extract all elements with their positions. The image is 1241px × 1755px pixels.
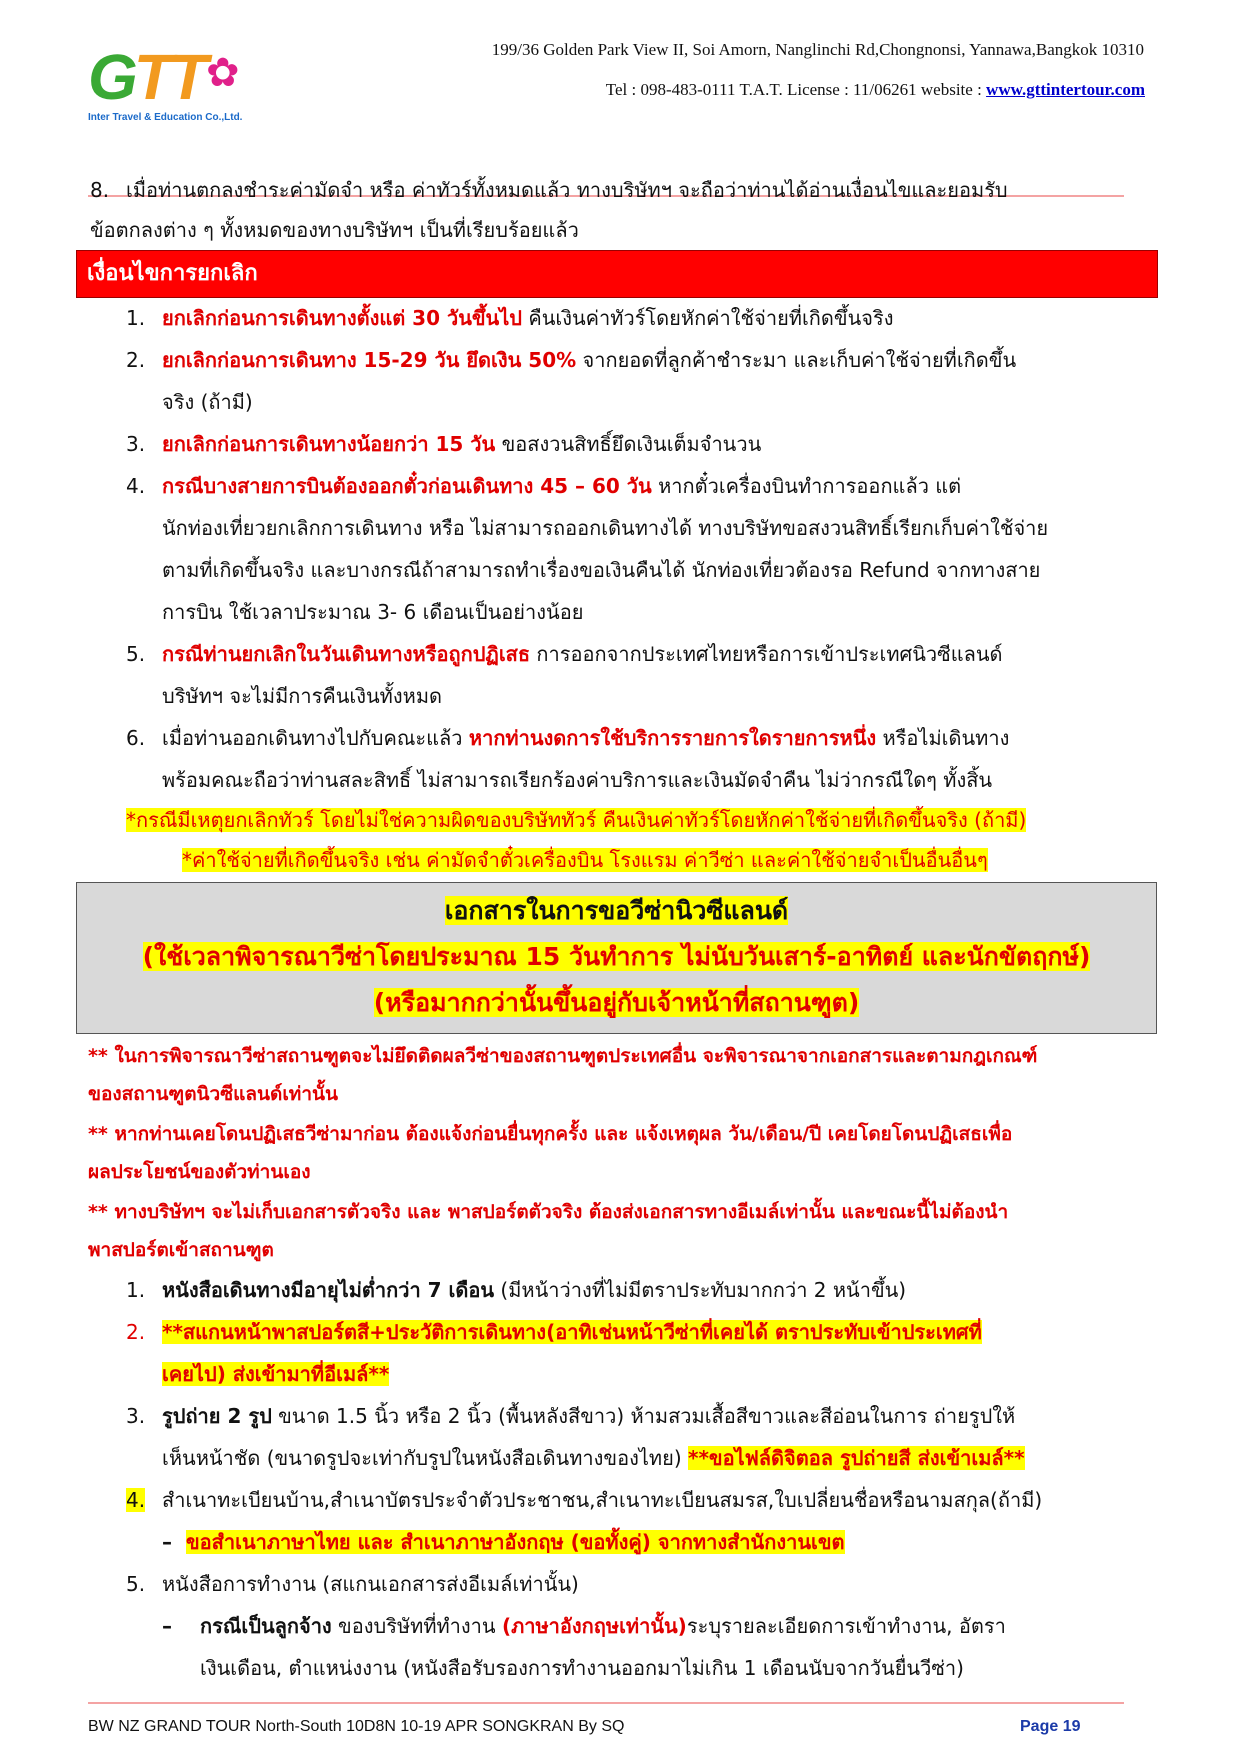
doc-2-line2: เคยไป) ส่งเข้ามาที่อีเมล์**	[162, 1362, 390, 1386]
cancel-item-2-number: 2.	[126, 348, 146, 372]
visa-documents-header	[76, 882, 1157, 1034]
item-8-line2: ข้อตกลงต่าง ๆ ทั้งหมดของทางบริษัทฯ เป็นที่เรียบร้อยแล้ว	[90, 218, 579, 242]
website-link[interactable]: www.gttintertour.com	[986, 80, 1145, 99]
doc-5-dash: –	[162, 1614, 172, 1638]
cancel-item-3-number: 3.	[126, 432, 146, 456]
company-address: 199/36 Golden Park View II, Soi Amorn, Nanglinchi Rd,Chongnonsi, Yannawa,Bangkok 10310	[491, 40, 1144, 59]
cancellation-header: เงื่อนไขการยกเลิก	[76, 250, 1158, 298]
company-logo: GTT ✿ Inter Travel & Education Co.,Ltd.	[88, 41, 243, 123]
cancel-item-4-line3: ตามที่เกิดขึ้นจริง และบางกรณีถ้าสามารถทำเรื่องขอเงินคืนได้ นักท่องเที่ยวต้องรอ Refund จากทางสาย	[162, 558, 1041, 582]
visa-note-2a: ** หากท่านเคยโดนปฏิเสธวีซ่ามาก่อน ต้องแจ้งก่อนยื่นทุกครั้ง และ แจ้งเหตุผล วัน/เดือน/ปี เคยโดยโดนปฏิเสธเพื่อ	[88, 1123, 1013, 1145]
cancel-item-5-line2: บริษัทฯ จะไม่มีการคืนเงินทั้งหมด	[162, 684, 442, 708]
doc-5-line1: หนังสือการทำงาน (สแกนเอกสารส่งอีเมล์เท่านั้น)	[162, 1572, 579, 1596]
orchid-icon: ✿	[206, 50, 240, 96]
cancel-item-4-line4: การบิน ใช้เวลาประมาณ 3- 6 เดือนเป็นอย่างน้อย	[162, 600, 584, 624]
cancel-item-2-line2: จริง (ถ้ามี)	[162, 390, 253, 414]
cancel-note-1: *กรณีมีเหตุยกเลิกทัวร์ โดยไม่ใช่ความผิดของบริษัททัวร์ คืนเงินค่าทัวร์โดยหักค่าใช้จ่ายที่เกิดขึ้นจริง (ถ้ามี)	[126, 808, 1027, 832]
footer-divider	[88, 1702, 1124, 1704]
visa-box-title: เอกสารในการขอวีซ่านิวซีแลนด์	[444, 896, 789, 925]
company-contact: Tel : 098-483-0111 T.A.T. License : 11/06261 website : www.gttintertour.com	[605, 80, 1145, 99]
doc-3-line2: เห็นหน้าชัด (ขนาดรูปจะเท่ากับรูปในหนังสือเดินทางของไทย) **ขอไฟล์ดิจิตอล รูปถ่ายสี ส่งเข้าเมล์**	[162, 1446, 1025, 1470]
cancel-item-5-number: 5.	[126, 642, 146, 666]
cancel-item-5: กรณีท่านยกเลิกในวันเดินทางหรือถูกปฏิเสธ การออกจากประเทศไทยหรือการเข้าประเทศนิวซีแลนด์	[162, 642, 1003, 666]
visa-note-2b: ผลประโยชน์ของตัวท่านเอง	[88, 1161, 311, 1183]
doc-5-employee: กรณีเป็นลูกจ้าง ของบริษัทที่ทำงาน (ภาษาอังกฤษเท่านั้น)ระบุรายละเอียดการเข้าทำงาน, อัตรา	[200, 1614, 1006, 1638]
visa-note-1b: ของสถานฑูตนิวซีแลนด์เท่านั้น	[88, 1083, 338, 1105]
doc-3-line1: รูปถ่าย 2 รูป ขนาด 1.5 นิ้ว หรือ 2 นิ้ว (พื้นหลังสีขาว) ห้ามสวมเสื้อสีขาวและสีอ่อนในการ ถ่ายรูปให้	[162, 1404, 1016, 1428]
doc-1: หนังสือเดินทางมีอายุไม่ต่ำกว่า 7 เดือน (มีหน้าว่างที่ไม่มีตราประทับมากกว่า 2 หน้าขึ้น)	[162, 1278, 907, 1302]
visa-note-3a: ** ทางบริษัทฯ จะไม่เก็บเอกสารตัวจริง และ พาสปอร์ตตัวจริง ต้องส่งเอกสารทางอีเมล์เท่านั้น และขณะนี้ไม่ต้องนำ	[88, 1201, 1009, 1223]
doc-2-line1: **สแกนหน้าพาสปอร์ตสี+ประวัติการเดินทาง(อาทิเช่นหน้าวีซ่าที่เคยได้ ตราประทับเข้าประเทศที่	[162, 1320, 982, 1344]
visa-box-duration: (ใช้เวลาพิจารณาวีซ่าโดยประมาณ 15 วันทำการ ไม่นับวันเสาร์-อาทิตย์ และนักขัตฤกษ์)	[142, 942, 1091, 971]
doc-2-number: 2.	[126, 1320, 146, 1344]
cancel-item-2: ยกเลิกก่อนการเดินทาง 15-29 วัน ยึดเงิน 50% จากยอดที่ลูกค้าชำระมา และเก็บค่าใช้จ่ายที่เกิดขึ้น	[162, 348, 1017, 372]
cancel-item-4: กรณีบางสายการบินต้องออกตั๋วก่อนเดินทาง 45 – 60 วัน หากตั๋วเครื่องบินทำการออกแล้ว แต่	[162, 474, 962, 498]
visa-note-1a: ** ในการพิจารณาวีซ่าสถานฑูตจะไม่ยึดติดผลวีซ่าของสถานฑูตประเทศอื่น จะพิจารณาจากเอกสารและตามกฎเกณฑ์	[88, 1045, 1038, 1067]
doc-3-number: 3.	[126, 1404, 146, 1428]
cancel-item-6-line2: พร้อมคณะถือว่าท่านสละสิทธิ์ ไม่สามารถเรียกร้องค่าบริการและเงินมัดจำคืน ไม่ว่ากรณีใดๆ ทั้งสิ้น	[162, 768, 993, 792]
item-8-number: 8.	[90, 178, 110, 202]
cancel-item-3: ยกเลิกก่อนการเดินทางน้อยกว่า 15 วัน ขอสงวนสิทธิ์ยึดเงินเต็มจำนวน	[162, 432, 762, 456]
doc-4-dash: –	[162, 1530, 172, 1554]
doc-4-line1: สำเนาทะเบียนบ้าน,สำเนาบัตรประจำตัวประชาชน,สำเนาทะเบียนสมรส,ใบเปลี่ยนชื่อหรือนามสกุล(ถ้ามี)	[162, 1488, 1043, 1512]
cancel-item-1-number: 1.	[126, 306, 146, 330]
footer-tour-name: BW NZ GRAND TOUR North-South 10D8N 10-19 APR SONGKRAN By SQ	[88, 1718, 625, 1735]
cancel-item-4-line2: นักท่องเที่ยวยกเลิกการเดินทาง หรือ ไม่สามารถออกเดินทางได้ ทางบริษัทขอสงวนสิทธิ์เรียกเก็บค่าใช้จ่าย	[162, 516, 1049, 540]
item-8-line1: เมื่อท่านตกลงชำระค่ามัดจำ หรือ ค่าทัวร์ทั้งหมดแล้ว ทางบริษัทฯ จะถือว่าท่านได้อ่านเงื่อนไขและยอมรับ	[126, 178, 1008, 202]
cancel-item-6-number: 6.	[126, 726, 146, 750]
doc-1-number: 1.	[126, 1278, 146, 1302]
doc-5-line2: เงินเดือน, ตำแหน่งงาน (หนังสือรับรองการทำงานออกมาไม่เกิน 1 เดือนนับจากวันยื่นวีซ่า)	[200, 1656, 964, 1680]
visa-box-note: (หรือมากกว่านั้นขึ้นอยู่กับเจ้าหน้าที่สถานฑูต)	[373, 988, 860, 1017]
cancel-item-6: เมื่อท่านออกเดินทางไปกับคณะแล้ว หากท่านงดการใช้บริการรายการใดรายการหนึ่ง หรือไม่เดินทาง	[162, 726, 1010, 750]
doc-5-number: 5.	[126, 1572, 146, 1596]
page-number: Page 19	[1020, 1718, 1081, 1735]
doc-4-line2: ขอสำเนาภาษาไทย และ สำเนาภาษาอังกฤษ (ขอทั้งคู่) จากทางสำนักงานเขต	[186, 1530, 845, 1554]
visa-note-3b: พาสปอร์ตเข้าสถานฑูต	[88, 1239, 274, 1261]
doc-4-number: 4.	[126, 1488, 146, 1512]
cancel-item-1: ยกเลิกก่อนการเดินทางตั้งแต่ 30 วันขึ้นไป คืนเงินค่าทัวร์โดยหักค่าใช้จ่ายที่เกิดขึ้นจริง	[162, 306, 894, 330]
cancel-item-4-number: 4.	[126, 474, 146, 498]
cancel-note-2: *ค่าใช้จ่ายที่เกิดขึ้นจริง เช่น ค่ามัดจำตั๋วเครื่องบิน โรงแรม ค่าวีซ่า และค่าใช้จ่ายจำเป็นอื่นอื่นๆ	[182, 848, 988, 872]
